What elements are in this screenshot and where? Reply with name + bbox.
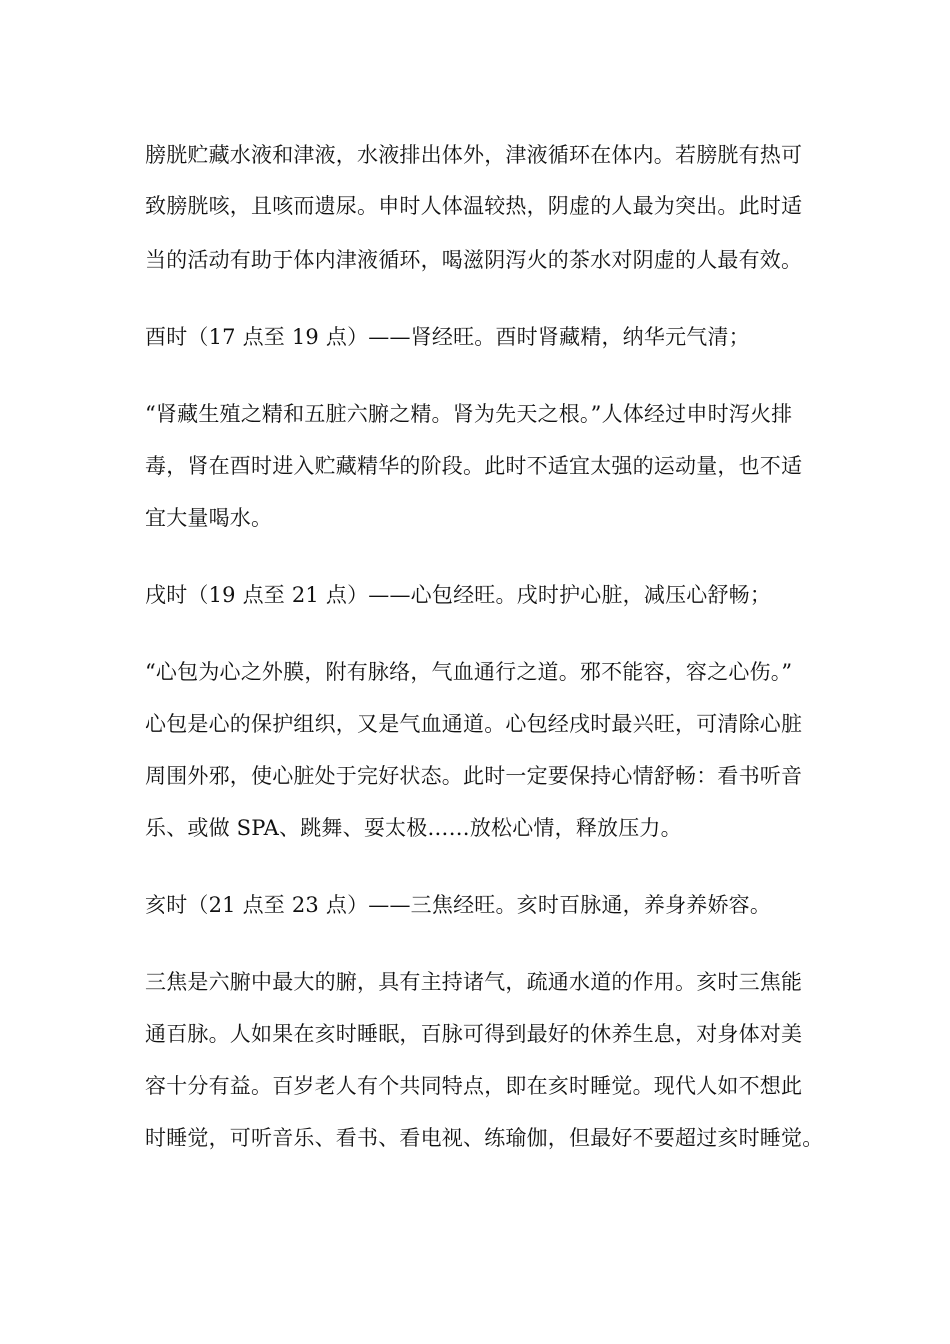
text-line: 当的活动有助于体内津液循环，喝滋阴泻火的茶水对阴虚的人最有效。 [145, 248, 803, 272]
section-heading-xu: 戌时（19 点至 21 点）——心包经旺。戌时护心脏，减压心舒畅； [145, 583, 772, 607]
text-line: 宜大量喝水。 [145, 506, 273, 530]
text-line: “肾藏生殖之精和五脏六腑之精。肾为先天之根。”人体经过申时泻火排 [145, 402, 793, 426]
text-line: 时睡觉，可听音乐、看书、看电视、练瑜伽，但最好不要超过亥时睡觉。 [145, 1126, 824, 1150]
text-line: 周围外邪，使心脏处于完好状态。此时一定要保持心情舒畅：看书听音 [145, 764, 803, 788]
text-line: “心包为心之外膜，附有脉络，气血通行之道。邪不能容，容之心伤。” [145, 660, 793, 684]
text-line: 心包是心的保护组织，又是气血通道。心包经戌时最兴旺，可清除心脏 [145, 712, 803, 736]
text-line: 三焦是六腑中最大的腑，具有主持诸气，疏通水道的作用。亥时三焦能 [145, 970, 803, 994]
text-line: 致膀胱咳，且咳而遗尿。申时人体温较热，阴虚的人最为突出。此时适 [145, 194, 803, 218]
text-line: 膀胱贮藏水液和津液，水液排出体外，津液循环在体内。若膀胱有热可 [145, 143, 803, 167]
text-line: 乐、或做 SPA、跳舞、耍太极……放松心情，释放压力。 [145, 816, 682, 840]
text-line: 通百脉。人如果在亥时睡眠，百脉可得到最好的休养生息，对身体对美 [145, 1022, 803, 1046]
text-line: 容十分有益。百岁老人有个共同特点，即在亥时睡觉。现代人如不想此 [145, 1074, 803, 1098]
section-heading-you: 酉时（17 点至 19 点）——肾经旺。酉时肾藏精，纳华元气清； [145, 325, 750, 349]
section-heading-hai: 亥时（21 点至 23 点）——三焦经旺。亥时百脉通，养身养娇容。 [145, 893, 772, 917]
text-line: 毒，肾在酉时进入贮藏精华的阶段。此时不适宜太强的运动量，也不适 [145, 454, 803, 478]
